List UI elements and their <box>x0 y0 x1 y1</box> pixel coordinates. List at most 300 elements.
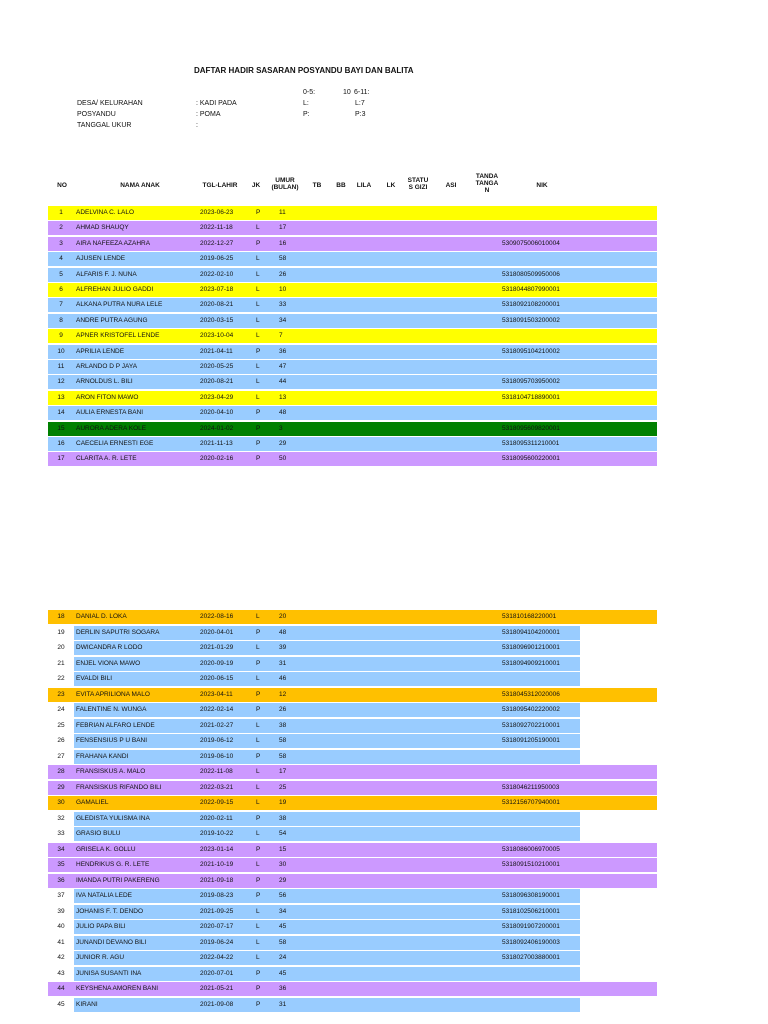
cell-tgl: 2022-09-15 <box>200 799 234 806</box>
cell-tgl: 2022-02-14 <box>200 706 234 713</box>
cell-tgl: 2021-05-21 <box>200 985 234 992</box>
cell-no: 10 <box>57 347 65 355</box>
cell-nik: 5318027003880001 <box>502 954 560 961</box>
cell-tgl: 2021-04-11 <box>200 347 233 355</box>
table-row <box>48 391 657 405</box>
cell-no: 42 <box>57 954 65 961</box>
cell-no: 6 <box>59 286 63 293</box>
cell-nama: AULIA ERNESTA BANI <box>76 409 144 417</box>
cell-no: 35 <box>57 861 65 868</box>
table-row <box>48 688 657 702</box>
cell-tgl: 2023-01-14 <box>200 845 234 853</box>
posyandu-label: POSYANDU <box>77 111 116 118</box>
cell-nik: 531810168220001 <box>502 613 557 620</box>
count-p-label: P: <box>303 111 310 118</box>
cell-nama: ENJEL VIONA MAWO <box>76 659 141 667</box>
header-tb: TB <box>312 182 322 189</box>
cell-tgl: 2020-03-15 <box>200 316 234 324</box>
cell-no: 1 <box>59 209 63 216</box>
cell-nik: 5312156707940001 <box>502 799 560 806</box>
cell-jk: L <box>256 675 260 682</box>
table-row <box>48 765 657 779</box>
header-status-line2: S GIZI <box>408 184 428 191</box>
cell-no: 44 <box>57 985 65 992</box>
cell-no: 37 <box>57 892 65 899</box>
cell-nik: 5318091907200001 <box>502 923 560 930</box>
cell-umur: 3 <box>279 424 283 432</box>
header-tanda <box>470 173 504 194</box>
cell-umur: 50 <box>279 455 287 463</box>
cell-no: 21 <box>57 659 65 667</box>
cell-jk: L <box>256 286 260 293</box>
table-row <box>48 283 657 297</box>
cell-nama: ALFARIS F. J. NUNA <box>76 270 137 278</box>
cell-no: 27 <box>57 752 65 760</box>
cell-tgl: 2020-05-25 <box>200 363 234 370</box>
header-no: NO <box>57 182 67 189</box>
cell-jk: P <box>256 239 261 247</box>
cell-no: 45 <box>57 1000 65 1008</box>
table-row <box>48 406 657 420</box>
count-611-label: 6-11: <box>354 89 370 96</box>
header-jk: JK <box>251 182 261 189</box>
table-row <box>48 734 580 748</box>
cell-no: 13 <box>57 393 65 401</box>
cell-no: 29 <box>57 783 65 791</box>
table-row <box>48 843 657 857</box>
cell-jk: P <box>256 409 261 417</box>
cell-jk: P <box>256 440 261 447</box>
header-umur-line1: UMUR <box>275 177 295 184</box>
cell-umur: 29 <box>279 876 287 884</box>
cell-jk: L <box>256 768 260 775</box>
tanggal-value: : <box>196 122 198 129</box>
cell-jk: P <box>256 659 261 667</box>
cell-tgl: 2023-06-23 <box>200 209 234 216</box>
cell-no: 33 <box>57 830 65 837</box>
cell-tgl: 2020-09-19 <box>200 659 234 667</box>
cell-umur: 58 <box>279 938 287 946</box>
cell-tgl: 2020-04-01 <box>200 628 234 636</box>
cell-nama: HENDRIKUS G. R. LETE <box>76 861 150 868</box>
cell-nik: 5318092108200001 <box>502 301 560 309</box>
cell-umur: 38 <box>279 721 287 729</box>
cell-no: 36 <box>57 876 65 884</box>
cell-nama: FENSENSIUS P U BANI <box>76 737 148 744</box>
cell-umur: 34 <box>279 907 287 915</box>
cell-umur: 19 <box>279 799 287 806</box>
cell-nama: JUNISA SUSANTI INA <box>76 969 142 977</box>
header-status-line1: STATU <box>407 177 429 184</box>
cell-tgl: 2020-02-11 <box>200 814 233 822</box>
cell-no: 30 <box>57 799 65 806</box>
cell-jk: L <box>256 613 260 620</box>
cell-nama: ARON FITON MAWO <box>76 393 139 401</box>
cell-nama: JOHANIS F. T. DENDO <box>76 907 144 915</box>
table-row <box>48 967 580 981</box>
table-row <box>48 345 657 359</box>
cell-nik: 5318096901210001 <box>502 644 560 651</box>
table-row <box>48 781 657 795</box>
cell-jk: P <box>256 455 261 463</box>
cell-tgl: 2022-02-10 <box>200 270 234 278</box>
cell-nama: FRANSISKUS A. MALO <box>76 768 146 775</box>
table-row <box>48 672 580 686</box>
header-nama: NAMA ANAK <box>120 182 160 189</box>
cell-jk: L <box>256 861 260 868</box>
cell-no: 25 <box>57 721 65 729</box>
cell-no: 20 <box>57 644 65 651</box>
cell-no: 39 <box>57 907 65 915</box>
cell-nik: 5309075006010004 <box>502 239 560 247</box>
cell-tgl: 2020-07-01 <box>200 969 234 977</box>
cell-no: 12 <box>57 378 65 386</box>
cell-nama: IMANDA PUTRI PAKERENG <box>76 876 160 884</box>
table-row <box>48 719 580 733</box>
cell-nama: JULIO PAPA BILI <box>76 923 126 930</box>
cell-jk: L <box>256 644 260 651</box>
cell-nama: AJUSEN LENDE <box>76 255 126 263</box>
cell-tgl: 2019-08-23 <box>200 892 234 899</box>
cell-no: 18 <box>57 613 65 620</box>
cell-jk: L <box>256 301 260 309</box>
cell-umur: 30 <box>279 861 287 868</box>
header-tanda-line2: TANGA <box>475 180 499 187</box>
cell-umur: 24 <box>279 954 287 961</box>
table-row <box>48 889 580 903</box>
cell-umur: 25 <box>279 783 287 791</box>
cell-jk: L <box>256 799 260 806</box>
cell-umur: 26 <box>279 270 287 278</box>
cell-nama: EVALDI BILI <box>76 675 113 682</box>
cell-nama: DWICANDRA R LODO <box>76 644 143 651</box>
cell-nama: FRANSISKUS RIFANDO BILI <box>76 783 162 791</box>
cell-umur: 48 <box>279 628 287 636</box>
cell-jk: P <box>256 985 261 992</box>
cell-umur: 15 <box>279 845 287 853</box>
cell-no: 28 <box>57 768 65 775</box>
table-row <box>48 452 657 466</box>
cell-jk: L <box>256 378 260 386</box>
cell-tgl: 2023-07-18 <box>200 286 234 293</box>
cell-umur: 13 <box>279 393 287 401</box>
cell-umur: 38 <box>279 814 287 822</box>
cell-umur: 34 <box>279 316 287 324</box>
table-row <box>48 982 657 996</box>
cell-tgl: 2020-07-17 <box>200 923 234 930</box>
cell-nik: 5318095609820001 <box>502 424 560 432</box>
cell-nama: GAMALIEL <box>76 799 109 806</box>
cell-tgl: 2022-04-22 <box>200 954 234 961</box>
cell-nama: JUNIOR R. AGU <box>76 954 125 961</box>
cell-no: 34 <box>57 845 65 853</box>
cell-tgl: 2019-06-25 <box>200 255 234 263</box>
cell-nama: APNER KRISTOFEL LENDE <box>76 332 160 340</box>
cell-nik: 5318096308190001 <box>502 892 560 899</box>
cell-no: 43 <box>57 969 65 977</box>
cell-umur: 17 <box>279 768 287 775</box>
cell-nama: FALENTINE N. WUNGA <box>76 706 147 713</box>
cell-jk: L <box>256 923 260 930</box>
cell-tgl: 2022-12-27 <box>200 239 234 247</box>
cell-nik: 5318095600220001 <box>502 455 560 463</box>
table-row <box>48 422 657 436</box>
cell-umur: 31 <box>279 1000 287 1008</box>
cell-tgl: 2023-10-04 <box>200 332 234 340</box>
cell-tgl: 2020-08-21 <box>200 378 234 386</box>
cell-nama: GRASIO BULU <box>76 830 121 837</box>
table-row <box>48 920 580 934</box>
cell-no: 4 <box>59 255 63 263</box>
table-row <box>48 626 580 640</box>
cell-umur: 36 <box>279 347 287 355</box>
cell-nik: 5318095402220002 <box>502 706 560 713</box>
count-p-value: P:3 <box>355 111 366 118</box>
posyandu-value: : POMA <box>196 111 221 118</box>
cell-jk: P <box>256 752 261 760</box>
cell-no: 22 <box>57 675 65 682</box>
cell-nama: ALKANA PUTRA NURA LELE <box>76 301 163 309</box>
cell-nama: GLEDISTA YULISMA INA <box>76 814 150 822</box>
cell-jk: L <box>256 332 260 340</box>
header-lk: LK <box>386 182 396 189</box>
cell-umur: 56 <box>279 892 287 899</box>
cell-nik: 5318095311210001 <box>502 440 560 447</box>
header-umur <box>268 177 302 191</box>
cell-jk: L <box>256 907 260 915</box>
cell-jk: L <box>256 393 260 401</box>
cell-tgl: 2022-11-08 <box>200 768 233 775</box>
header-tanda-line1: TANDA <box>475 173 499 180</box>
cell-no: 23 <box>57 690 65 698</box>
cell-nama: KIRANI <box>76 1000 98 1008</box>
cell-nama: JUNANDI DEVANO BILI <box>76 938 147 946</box>
cell-jk: P <box>256 1000 261 1008</box>
cell-umur: 58 <box>279 255 287 263</box>
cell-jk: L <box>256 938 260 946</box>
cell-umur: 46 <box>279 675 287 682</box>
table-row <box>48 951 580 965</box>
table-row <box>48 298 657 312</box>
cell-no: 14 <box>57 409 65 417</box>
cell-nama: EVITA APRILIONA MALO <box>76 690 150 698</box>
cell-jk: L <box>256 721 260 729</box>
cell-tgl: 2019-06-12 <box>200 737 234 744</box>
cell-nama: CAECELIA ERNESTI EGE <box>76 440 154 447</box>
cell-no: 41 <box>57 938 65 946</box>
cell-nama: CLARITA A. R. LETE <box>76 455 137 463</box>
cell-no: 11 <box>57 363 65 370</box>
cell-tgl: 2021-11-13 <box>200 440 233 447</box>
cell-nik: 5318102506210001 <box>502 907 560 915</box>
cell-no: 16 <box>57 440 65 447</box>
cell-nik: 5318104718890001 <box>502 393 560 401</box>
cell-umur: 12 <box>279 690 287 698</box>
cell-nama: ARNOLDUS L. BILI <box>76 378 133 386</box>
cell-tgl: 2021-10-19 <box>200 861 234 868</box>
table-row <box>48 329 657 343</box>
table-row <box>48 812 580 826</box>
cell-jk: P <box>256 424 261 432</box>
table-row <box>48 703 580 717</box>
cell-jk: L <box>256 224 260 232</box>
cell-no: 17 <box>57 455 65 463</box>
cell-nama: GRISELA K. GOLLU <box>76 845 136 853</box>
table-row <box>48 936 580 950</box>
cell-tgl: 2022-08-16 <box>200 613 234 620</box>
cell-jk: L <box>256 363 260 370</box>
cell-tgl: 2019-06-24 <box>200 938 234 946</box>
table-row <box>48 657 580 671</box>
cell-nama: AURORA ADERA KOLE <box>76 424 147 432</box>
header-lila: LILA <box>356 182 372 189</box>
cell-tgl: 2021-09-25 <box>200 907 234 915</box>
table-row <box>48 221 657 235</box>
cell-nik: 5318094104200001 <box>502 628 560 636</box>
cell-tgl: 2021-09-08 <box>200 1000 234 1008</box>
cell-nik: 5318092406190003 <box>502 938 560 946</box>
cell-tgl: 2022-03-21 <box>200 783 234 791</box>
table-row <box>48 827 580 841</box>
cell-no: 24 <box>57 706 65 713</box>
table-row <box>48 610 657 624</box>
cell-umur: 33 <box>279 301 287 309</box>
cell-nik: 5318045312020006 <box>502 690 560 698</box>
table-row <box>48 750 580 764</box>
table-row <box>48 314 657 328</box>
cell-nik: 5318094909210001 <box>502 659 560 667</box>
cell-jk: L <box>256 270 260 278</box>
table-row <box>48 437 657 451</box>
cell-nik: 5318092702210001 <box>502 721 560 729</box>
cell-jk: L <box>256 954 260 961</box>
tanggal-label: TANGGAL UKUR <box>77 122 132 129</box>
cell-jk: P <box>256 876 261 884</box>
cell-nik: 5318091510210001 <box>502 861 560 868</box>
cell-nama: DANIAL D. LOKA <box>76 613 127 620</box>
cell-nik: 5318091503200002 <box>502 316 560 324</box>
header-umur-line2: (BULAN) <box>271 184 299 191</box>
cell-umur: 47 <box>279 363 287 370</box>
table-row <box>48 360 657 374</box>
desa-value: : KADI PADA <box>196 100 237 107</box>
cell-umur: 44 <box>279 378 287 386</box>
cell-jk: P <box>256 845 261 853</box>
cell-nama: AIRA NAFEEZA AZAHRA <box>76 239 151 247</box>
cell-nik: 5318095703950002 <box>502 378 560 386</box>
cell-jk: L <box>256 316 260 324</box>
cell-nik: 5318080509950006 <box>502 270 560 278</box>
header-bb: BB <box>336 182 346 189</box>
cell-umur: 39 <box>279 644 287 651</box>
table-row <box>48 237 657 251</box>
cell-nama: ALFREHAN JULIO GADDI <box>76 286 154 293</box>
count-05-label: 0-5: <box>303 89 316 96</box>
cell-no: 9 <box>59 332 63 340</box>
cell-tgl: 2020-04-10 <box>200 409 234 417</box>
cell-umur: 20 <box>279 613 287 620</box>
cell-nama: AHMAD SHAUQY <box>76 224 129 232</box>
cell-nik: 5318086006970005 <box>502 845 560 853</box>
cell-tgl: 2022-11-18 <box>200 224 233 232</box>
cell-umur: 58 <box>279 752 287 760</box>
cell-tgl: 2024-01-02 <box>200 424 234 432</box>
cell-tgl: 2019-06-10 <box>200 752 234 760</box>
header-nik: NIK <box>536 182 548 189</box>
cell-umur: 7 <box>279 332 283 340</box>
cell-jk: P <box>256 969 261 977</box>
cell-umur: 45 <box>279 923 287 930</box>
cell-umur: 36 <box>279 985 287 992</box>
header-tgl: TGL-LAHIR <box>202 182 238 189</box>
table-row <box>48 252 657 266</box>
cell-no: 32 <box>57 814 65 822</box>
cell-nama: IVA NATALIA LEDE <box>76 892 132 899</box>
table-row <box>48 375 657 389</box>
cell-nik: 5318095104210002 <box>502 347 560 355</box>
cell-nama: FRAHANA KANDI <box>76 752 129 760</box>
cell-nik: 5318046211950003 <box>502 783 560 791</box>
cell-nama: APRILIA LENDE <box>76 347 125 355</box>
cell-no: 7 <box>59 301 63 309</box>
cell-jk: L <box>256 830 260 837</box>
cell-jk: P <box>256 347 261 355</box>
table-row <box>48 858 657 872</box>
cell-nama: ARLANDO D P JAYA <box>76 363 138 370</box>
table-row <box>48 641 580 655</box>
cell-jk: L <box>256 783 260 791</box>
count-05-value: 10 <box>343 89 351 96</box>
cell-tgl: 2020-08-21 <box>200 301 234 309</box>
cell-umur: 29 <box>279 440 287 447</box>
cell-no: 2 <box>59 224 63 232</box>
cell-no: 19 <box>57 628 65 636</box>
table-row <box>48 998 580 1012</box>
cell-umur: 26 <box>279 706 287 713</box>
cell-no: 8 <box>59 316 63 324</box>
table-row <box>48 874 657 888</box>
header-asi: ASI <box>445 182 457 189</box>
cell-tgl: 2020-06-15 <box>200 675 234 682</box>
cell-nik: 5318044807990001 <box>502 286 560 293</box>
cell-jk: P <box>256 706 261 713</box>
cell-nama: ANDRE PUTRA AGUNG <box>76 316 148 324</box>
cell-umur: 48 <box>279 409 287 417</box>
cell-tgl: 2021-09-18 <box>200 876 234 884</box>
cell-no: 40 <box>57 923 65 930</box>
cell-tgl: 2023-04-29 <box>200 393 234 401</box>
cell-nama: KEYSHENA AMOREN BANI <box>76 985 158 992</box>
cell-tgl: 2020-02-16 <box>200 455 234 463</box>
cell-jk: P <box>256 892 261 899</box>
table-row <box>48 206 657 220</box>
cell-nik: 5318091205190001 <box>502 737 560 744</box>
cell-jk: P <box>256 690 261 698</box>
cell-no: 26 <box>57 737 65 744</box>
cell-no: 15 <box>57 424 65 432</box>
cell-umur: 45 <box>279 969 287 977</box>
desa-label: DESA/ KELURAHAN <box>77 100 143 107</box>
header-status <box>403 177 433 191</box>
cell-jk: L <box>256 255 260 263</box>
page-title: DAFTAR HADIR SASARAN POSYANDU BAYI DAN BALITA <box>194 66 414 75</box>
count-l-label: L: <box>303 100 309 107</box>
cell-umur: 54 <box>279 830 287 837</box>
table-row <box>48 796 657 810</box>
cell-tgl: 2023-04-11 <box>200 690 233 698</box>
cell-umur: 11 <box>279 209 286 216</box>
cell-umur: 31 <box>279 659 287 667</box>
